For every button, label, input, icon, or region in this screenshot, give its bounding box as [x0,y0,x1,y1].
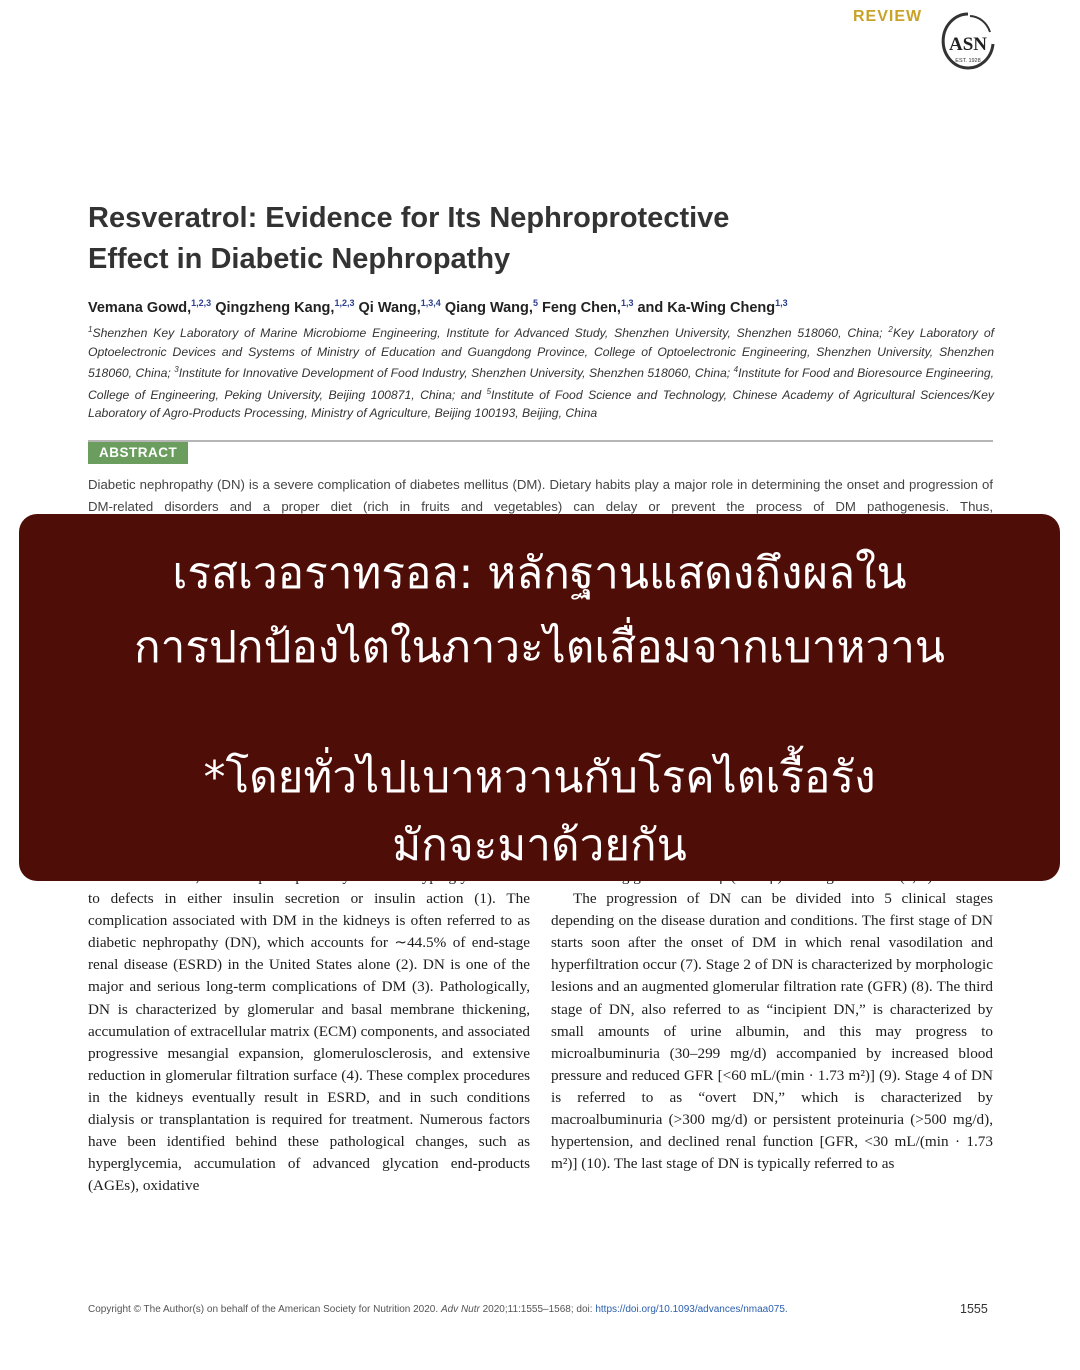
citation-text: 2020;11:1555–1568; [482,1304,574,1315]
affiliation-text: Shenzhen Key Laboratory of Marine Microbiome Engineering, Institute for Advanced Study, Shenzhen University, Shenzhen 518060, China; [92,326,883,341]
overlay-line-3: *โดยทั่วไปเบาหวานกับโรคไตเรื้อรัง [203,752,876,803]
overlay-line-1: เรสเวอราทรอล: หลักฐานแสดงถึงผลใน [172,548,907,599]
journal-name: Adv Nutr [440,1304,480,1315]
affiliation-text: Key Laboratory of Optoelectronic Devices and Systems of Ministry of Education and Guangdong Province, College of Optoelectronic Engineering, Shenzhen University, Shenzhen 518060, China; [88,326,995,381]
affiliation-text: Institute of Food Science and Technology, Chinese Academy of Agricultural Sciences/Key Laboratory of Agro-Products Processing, Ministry of Agriculture, Beijing 100193, Beijing, China [88,387,994,421]
thai-caption-overlay [19,514,1060,881]
author[interactable]: Feng Chen,$^{1,3}$ [541,298,634,316]
author[interactable]: and Ka-Wing Cheng$^{1,3}$ [637,298,788,316]
abstract-label: ABSTRACT [88,442,188,464]
copyright-text: Copyright © The Author(s) on behalf of the American Society for Nutrition 2020. [88,1304,439,1315]
author-list [88,298,993,316]
section-divider [88,440,993,442]
author[interactable]: Qi Wang,$^{1,3,4}$ [358,298,441,316]
title-line-2: Effect in Diabetic Nephropathy [88,243,511,275]
body-paragraph: The progression of DN can be divided into 5 clinical stages depending on the disease duration and conditions. The first stage of DN starts soon after the onset of DM in which renal vasodilation and hyperfiltration occur (7). Stage 2 of DN is characterized by morphologic lesions and an augmented glomerular filtration rate (GFR) (8). The third stage of DN, also referred to as “incipient DN,” is characterized by small amounts of urine albumin, and this may progress to microalbuminuria (30–299 mg/d) accompanied by increased blood pressure and reduced GFR [<60 mL/(min · 1.73 m²)] (9). Stage 4 of DN is referred to as “overt DN,” which is characterized by macroalbuminuria (>300 mg/d) or persistent proteinuria (>500 mg/d), hypertension, and declined renal function [GFR, <30 mL/(min · 1.73 m²)] (10). The last stage of DN is typically referred to as [551,890,993,1173]
author[interactable]: Qiang Wang,$^5$ [444,298,538,316]
review-label: REVIEW [853,8,923,25]
overlay-line-2: การปกป้องไตในภาวะไตเสื่อมจากเบาหวาน [133,622,946,673]
abstract-text: Diabetic nephropathy (DN) is a severe complication of diabetes mellitus (DM). Dietary habits play a major role in determining the onset and progression of DM-related disorders and a proper diet (rich in fruits and vegetables) can delay or prevent the process of DM pathogenesis. Thus, [88,477,993,514]
doi-label: doi: [576,1304,593,1315]
affiliation-text: Institute for Food and Bioresource Engineering, College of Engineering, Peking University, Beijing 100871, China; and [88,366,995,402]
body-column-right [551,866,993,1246]
author[interactable]: Vemana Gowd,$^{1,2,3}$ [88,298,212,316]
footer-citation [88,1304,788,1315]
asn-logo [940,10,996,72]
doi-link[interactable]: https://doi.org/10.1093/advances/nmaa075. [595,1304,788,1315]
logo-text: ASN [948,34,988,55]
body-paragraph: to defects in either insulin secretion or insulin action (1). The complication associated with DM in the kidneys is often referred to as diabetic nephropathy (DN), which accounts for ∼44.5% of end-stage renal disease (ESRD) in the United States alone (2). DN is one of the major and serious long-term complications of DM (3). Pathologically, DN is characterized by glomerular and basal membrane thickening, accumulation of extracellular matrix (ECM) components, and associated progressive mesangial expansion, glomerulosclerosis, and extensive reduction in glomerular filtration surface (4). These complex procedures in the kidneys eventually result in ESRD, and in such conditions dialysis or transplantation is required for treatment. Numerous factors have been identified behind these pathological changes, such as hyperglycemia, accumulation of advanced glycation end-products (AGEs), oxidative [88,890,530,1195]
affiliations: $^1$Shenzhen Key Laboratory of Marine Microbiome Engineering, Institute for Advanced Study, Shenzhen University, Shenzhen 518060, China; $^2$Key Laboratory of Optoelectronic Devices and Systems of Ministry of Education and Guangdong Province, College of Optoelectronic Engineering, Shenzhen University, Shenzhen 518060, China; $^3$Institute for Innovative Development of Food Industry, Shenzhen University, Shenzhen 518060, China; $^4$Institute for Food and Bioresource Engineering, College of Engineering, Peking University, Beijing 100871, China; and $^5$Institute of Food Science and Technology, Chinese Academy of Agricultural Sciences/Key Laboratory of Agro-Products Processing, Ministry of Agriculture, Beijing 100193, Beijing, China [88,325,995,421]
affiliation-text: Institute for Innovative Development of Food Industry, Shenzhen University, Shenzhen 518060, China; [178,366,731,381]
page-number: 1555 [960,1302,988,1316]
article-title [88,198,968,280]
author[interactable]: Qingzheng Kang,$^{1,2,3}$ [215,298,355,316]
body-column-left [88,866,530,1246]
overlay-line-4: มักจะมาด้วยกัน [392,820,687,871]
logo-est: EST. 1928 [955,58,981,64]
title-line-1: Resveratrol: Evidence for Its Nephroprotective [88,202,730,234]
